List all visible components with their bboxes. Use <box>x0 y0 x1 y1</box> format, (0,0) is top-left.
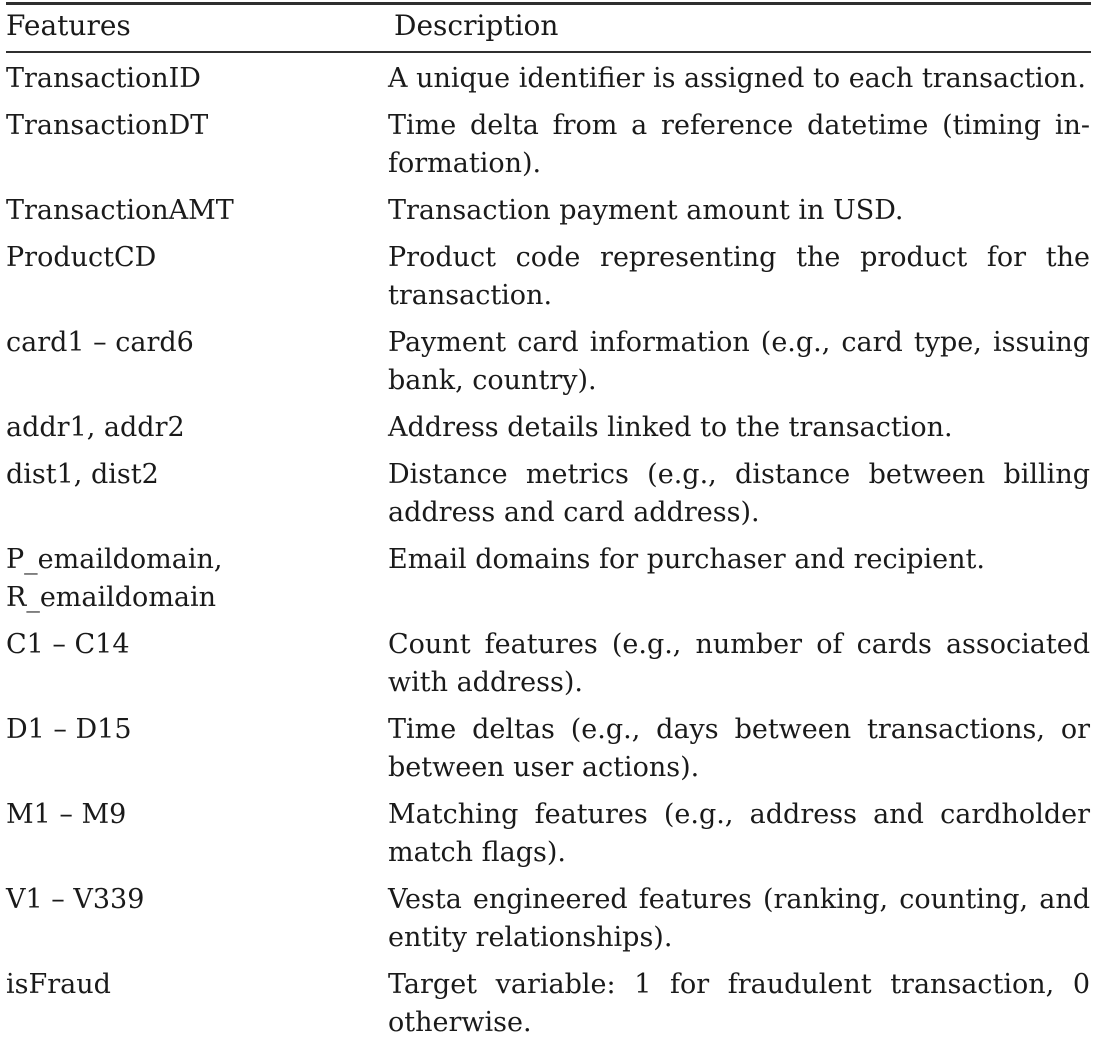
table-row <box>0 787 1098 872</box>
feature-cell <box>0 702 388 787</box>
table-head <box>0 0 1098 51</box>
description-line: with address). <box>388 667 583 698</box>
table-row <box>0 447 1098 532</box>
description-cell <box>388 315 1098 400</box>
description-cell <box>388 98 1098 183</box>
description-cell <box>388 400 1098 447</box>
feature-cell <box>0 51 388 98</box>
feature-name: V1 – V339 <box>6 884 145 915</box>
description-cell <box>388 183 1098 230</box>
description-line: Transaction payment amount in USD. <box>388 195 904 226</box>
description-line: bank, country). <box>388 365 597 396</box>
description-line: Product code representing the product for the <box>388 242 1090 273</box>
feature-name: R_emaildomain <box>6 582 217 613</box>
description-line: Vesta engineered features (ranking, counting, and <box>388 884 1090 915</box>
feature-cell <box>0 447 388 532</box>
feature-name: dist1, dist2 <box>6 459 159 490</box>
feature-name: addr1, addr2 <box>6 412 185 443</box>
description-line: otherwise. <box>388 1007 532 1038</box>
description-line: Email domains for purchaser and recipient. <box>388 544 985 575</box>
feature-cell <box>0 872 388 957</box>
feature-cell <box>0 617 388 702</box>
description-line: Payment card information (e.g., card type, issuing <box>388 327 1090 358</box>
feature-cell <box>0 183 388 230</box>
description-cell <box>388 872 1098 957</box>
feature-name: TransactionID <box>6 63 201 94</box>
description-cell <box>388 447 1098 532</box>
table-header-row <box>0 0 1098 51</box>
description-line: match flags). <box>388 837 567 868</box>
feature-cell <box>0 230 388 315</box>
feature-name: ProductCD <box>6 242 157 273</box>
feature-name: card1 – card6 <box>6 327 194 358</box>
description-line: Matching features (e.g., address and cardholder <box>388 799 1090 830</box>
feature-cell <box>0 787 388 872</box>
description-line: Time deltas (e.g., days between transactions, or <box>388 714 1090 745</box>
description-line: entity relationships). <box>388 922 673 953</box>
feature-name: C1 – C14 <box>6 629 130 660</box>
feature-cell <box>0 957 388 1042</box>
description-line: formation). <box>388 148 542 179</box>
description-line: transaction. <box>388 280 553 311</box>
description-cell <box>388 230 1098 315</box>
description-line: Target variable: 1 for fraudulent transaction, 0 <box>388 969 1090 1000</box>
table-row <box>0 230 1098 315</box>
table-row <box>0 957 1098 1042</box>
table-body <box>0 51 1098 1042</box>
feature-name: isFraud <box>6 969 111 1000</box>
description-line: Distance metrics (e.g., distance between billing <box>388 459 1090 490</box>
description-line: A unique identifier is assigned to each transaction. <box>388 63 1086 94</box>
description-line: Count features (e.g., number of cards associated <box>388 629 1090 660</box>
table-row <box>0 702 1098 787</box>
feature-name: D1 – D15 <box>6 714 132 745</box>
table-row <box>0 532 1098 617</box>
description-cell <box>388 51 1098 98</box>
table-row <box>0 98 1098 183</box>
feature-name: P_emaildomain, <box>6 544 223 575</box>
table-row <box>0 315 1098 400</box>
description-cell <box>388 957 1098 1042</box>
column-header-description: Description <box>394 9 559 42</box>
table-row <box>0 183 1098 230</box>
description-line: between user actions). <box>388 752 700 783</box>
table-row <box>0 872 1098 957</box>
description-line: address and card address). <box>388 497 760 528</box>
table-row <box>0 51 1098 98</box>
description-line: Address details linked to the transaction. <box>388 412 953 443</box>
description-cell <box>388 617 1098 702</box>
table-row <box>0 617 1098 702</box>
feature-cell <box>0 532 388 617</box>
feature-name: TransactionAMT <box>6 195 234 226</box>
feature-name: M1 – M9 <box>6 799 127 830</box>
description-cell <box>388 532 1098 617</box>
feature-cell <box>0 315 388 400</box>
column-header-features: Features <box>6 9 131 42</box>
table-row <box>0 400 1098 447</box>
feature-name: TransactionDT <box>6 110 209 141</box>
description-line: Time delta from a reference datetime (timing in- <box>388 110 1090 141</box>
feature-cell <box>0 400 388 447</box>
description-cell <box>388 702 1098 787</box>
feature-cell <box>0 98 388 183</box>
description-cell <box>388 787 1098 872</box>
